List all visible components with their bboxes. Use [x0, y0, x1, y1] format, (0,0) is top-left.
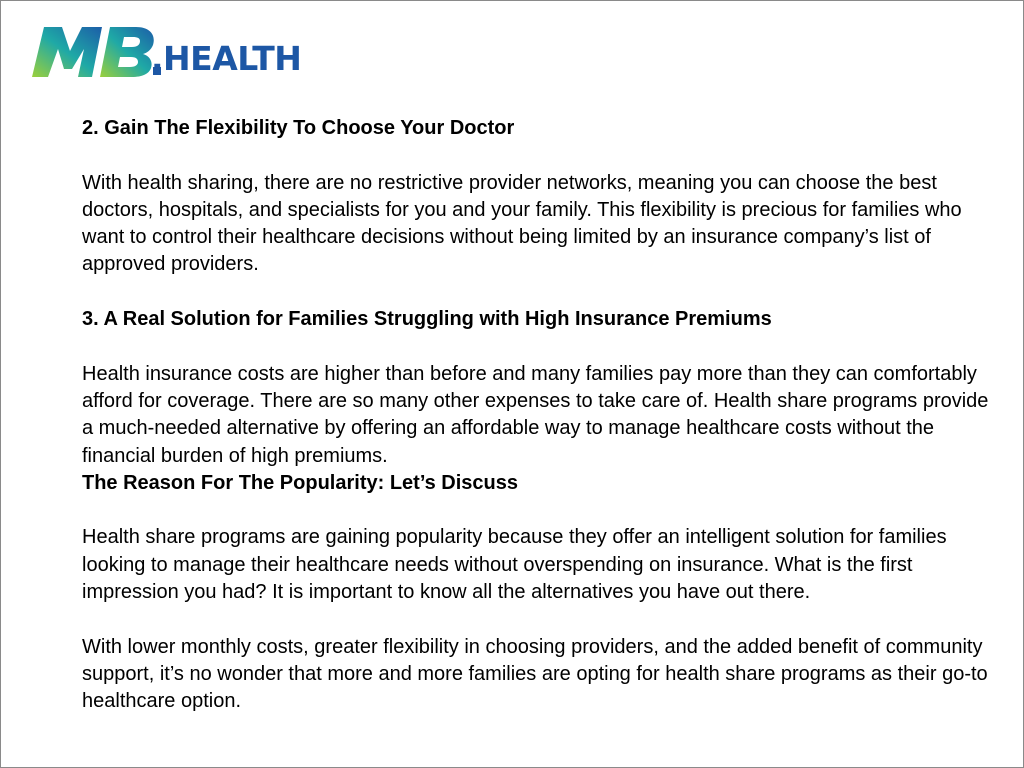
- section-2-paragraph: With health sharing, there are no restrictive provider networks, meaning you can choose the best doctors, hospitals, and specialists for you and your family. This flexibility is precious for families who want to control their healthcare decisions without being limited by an insurance company’s list of approved providers.: [82, 171, 962, 276]
- closing-paragraph: With lower monthly costs, greater flexibility in choosing providers, and the added benefit of community support, it’s no wonder that more and more families are opting for health share programs as their go-to healthcare option.: [82, 635, 988, 713]
- popularity-heading: The Reason For The Popularity: Let’s Discuss: [82, 471, 519, 494]
- spacer: [82, 142, 1002, 169]
- spacer: [82, 333, 1002, 360]
- logo-health-text: .HEALTH: [151, 39, 302, 78]
- mpb-health-logo: [32, 25, 302, 79]
- spacer: [82, 606, 1002, 633]
- document-body: [82, 115, 1002, 716]
- section-2-heading: 2. Gain The Flexibility To Choose Your Doctor: [82, 117, 515, 139]
- spacer: [82, 279, 1002, 306]
- section-3-heading: 3. A Real Solution for Families Struggling with High Insurance Premiums: [82, 308, 772, 331]
- popularity-paragraph: Health share programs are gaining popularity because they offer an intelligent solution for families looking to manage their healthcare needs without overspending on insurance. What is the first impression you had? It is important to know all the alternatives you have out there.: [82, 526, 947, 604]
- section-3-paragraph: Health insurance costs are higher than before and many families pay more than they can comfortably afford for coverage. There are so many other expenses to take care of. Health share programs provide a much-needed alternative by offering an affordable way to manage healthcare costs without the financial burden of high premiums.: [82, 362, 989, 467]
- spacer: [82, 497, 1002, 524]
